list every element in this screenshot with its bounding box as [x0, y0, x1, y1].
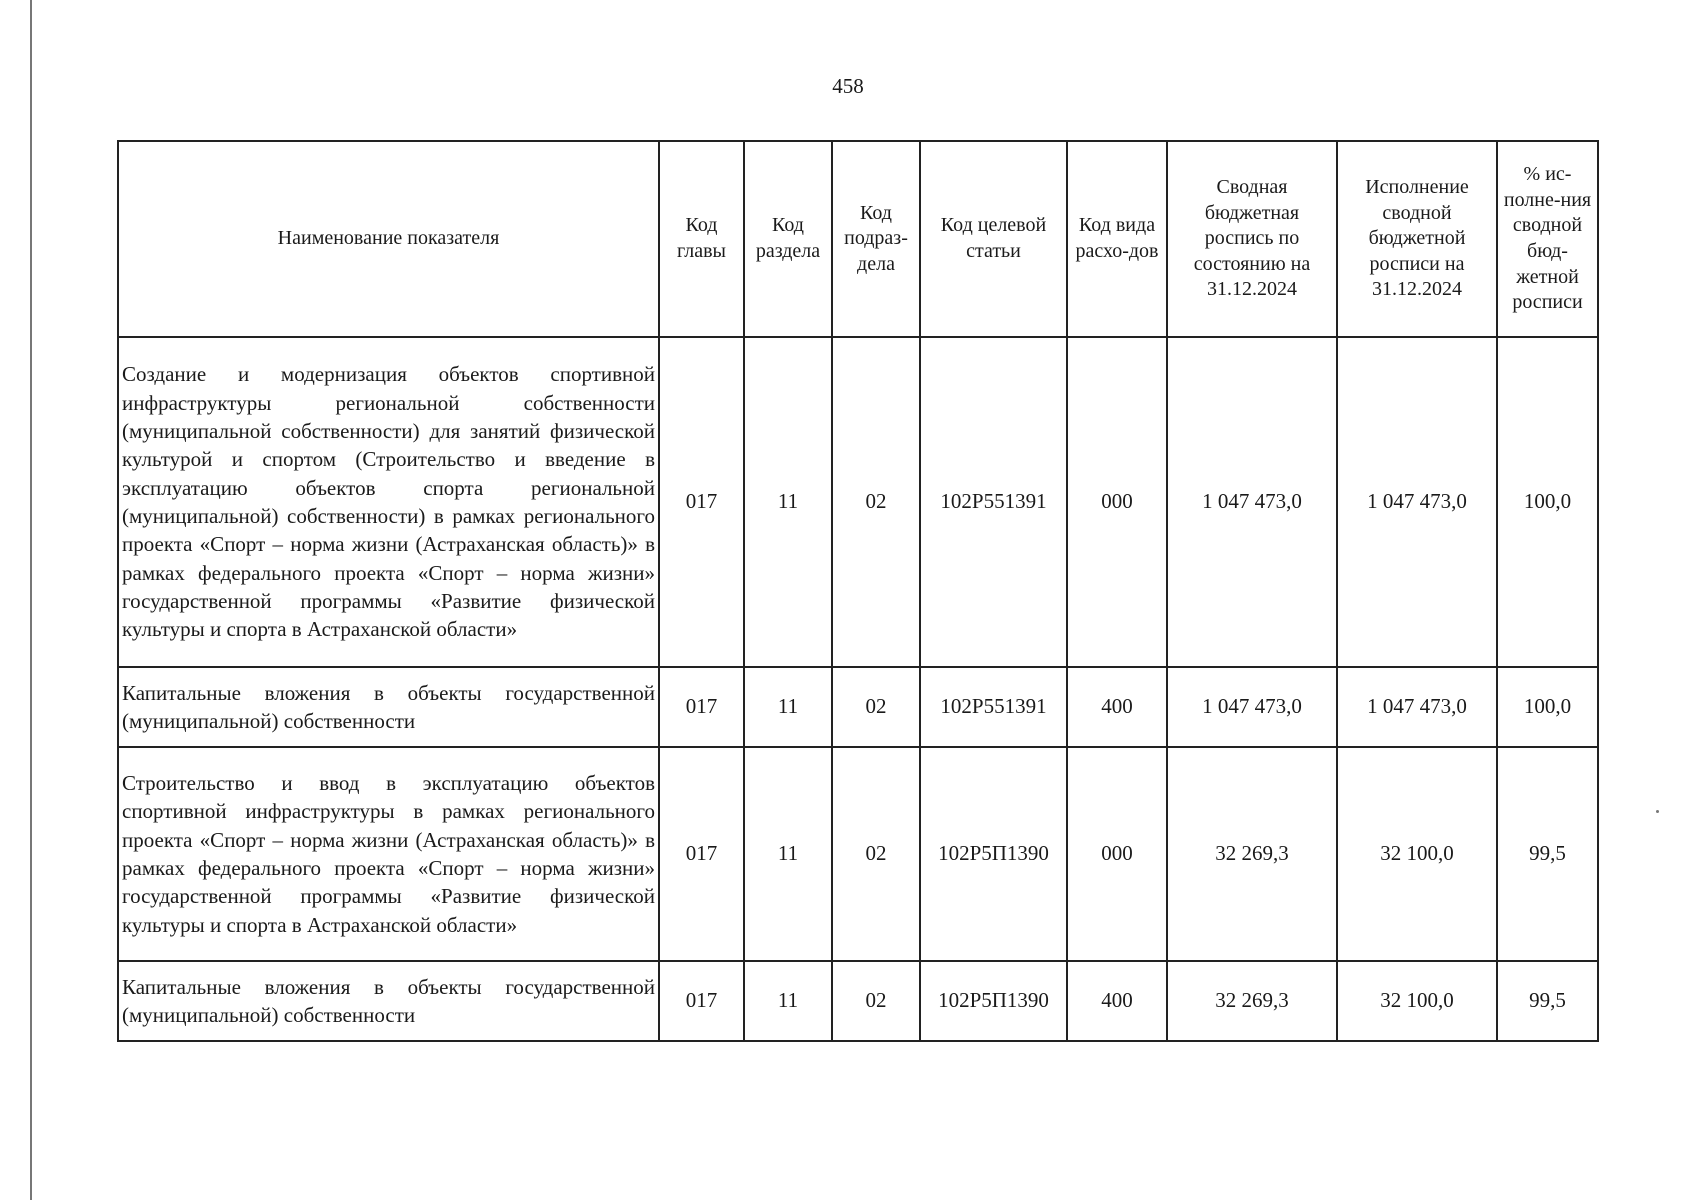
cell-budget-plan: 32 269,3	[1167, 747, 1337, 961]
cell-target-article-code: 102P5П1390	[920, 747, 1067, 961]
header-subsection-code: Код подраз-дела	[832, 141, 920, 337]
cell-subsection-code: 02	[832, 961, 920, 1041]
cell-target-article-code: 102P5П1390	[920, 961, 1067, 1041]
header-indicator-name: Наименование показателя	[118, 141, 659, 337]
cell-budget-plan: 1 047 473,0	[1167, 667, 1337, 747]
header-expense-type-code: Код вида расхо-дов	[1067, 141, 1167, 337]
header-section-code: Код раздела	[744, 141, 832, 337]
cell-indicator-name: Создание и модернизация объектов спортивной инфраструктуры региональной собственности (муниципальной собственности) для занятий физической культурой и спортом (Строительство и введение в эксплуатацию объектов спорта региональной (муниципальной) собственности) в рамках регионального проекта «Спорт – норма жизни (Астраханская область)» в рамках федерального проекта «Спорт – норма жизни» государственной программы «Развитие физической культуры и спорта в Астраханской области»	[118, 337, 659, 667]
header-execution-percent: % ис-полне-ния сводной бюд-жетной росписи	[1497, 141, 1598, 337]
table-header-row	[118, 141, 1598, 337]
cell-chapter-code: 017	[659, 667, 744, 747]
cell-execution-percent: 99,5	[1497, 747, 1598, 961]
cell-chapter-code: 017	[659, 747, 744, 961]
cell-expense-type-code: 400	[1067, 667, 1167, 747]
cell-indicator-name: Капитальные вложения в объекты государственной (муниципальной) собственности	[118, 961, 659, 1041]
header-budget-plan: Сводная бюджетная роспись по состоянию на 31.12.2024	[1167, 141, 1337, 337]
cell-chapter-code: 017	[659, 337, 744, 667]
cell-budget-execution: 1 047 473,0	[1337, 337, 1497, 667]
cell-subsection-code: 02	[832, 747, 920, 961]
cell-budget-plan: 32 269,3	[1167, 961, 1337, 1041]
cell-expense-type-code: 400	[1067, 961, 1167, 1041]
cell-budget-execution: 1 047 473,0	[1337, 667, 1497, 747]
cell-target-article-code: 102P551391	[920, 667, 1067, 747]
cell-budget-execution: 32 100,0	[1337, 747, 1497, 961]
scan-edge-line	[30, 0, 32, 1200]
table-row	[118, 337, 1598, 667]
cell-subsection-code: 02	[832, 337, 920, 667]
table-row	[118, 667, 1598, 747]
header-target-article-code: Код целевой статьи	[920, 141, 1067, 337]
table-row	[118, 961, 1598, 1041]
header-budget-execution: Исполнение сводной бюджетной росписи на 31.12.2024	[1337, 141, 1497, 337]
cell-execution-percent: 100,0	[1497, 667, 1598, 747]
scan-speck	[1656, 810, 1659, 813]
table-row	[118, 747, 1598, 961]
cell-budget-execution: 32 100,0	[1337, 961, 1497, 1041]
cell-expense-type-code: 000	[1067, 747, 1167, 961]
header-chapter-code: Код главы	[659, 141, 744, 337]
cell-execution-percent: 99,5	[1497, 961, 1598, 1041]
cell-section-code: 11	[744, 747, 832, 961]
cell-budget-plan: 1 047 473,0	[1167, 337, 1337, 667]
cell-expense-type-code: 000	[1067, 337, 1167, 667]
cell-indicator-name: Капитальные вложения в объекты государственной (муниципальной) собственности	[118, 667, 659, 747]
cell-section-code: 11	[744, 667, 832, 747]
cell-section-code: 11	[744, 961, 832, 1041]
cell-target-article-code: 102P551391	[920, 337, 1067, 667]
cell-chapter-code: 017	[659, 961, 744, 1041]
budget-execution-table	[117, 140, 1599, 1042]
cell-execution-percent: 100,0	[1497, 337, 1598, 667]
cell-subsection-code: 02	[832, 667, 920, 747]
cell-section-code: 11	[744, 337, 832, 667]
page-number: 458	[832, 74, 864, 98]
cell-indicator-name: Строительство и ввод в эксплуатацию объектов спортивной инфраструктуры в рамках регионального проекта «Спорт – норма жизни (Астраханская область)» в рамках федерального проекта «Спорт – норма жизни» государственной программы «Развитие физической культуры и спорта в Астраханской области»	[118, 747, 659, 961]
